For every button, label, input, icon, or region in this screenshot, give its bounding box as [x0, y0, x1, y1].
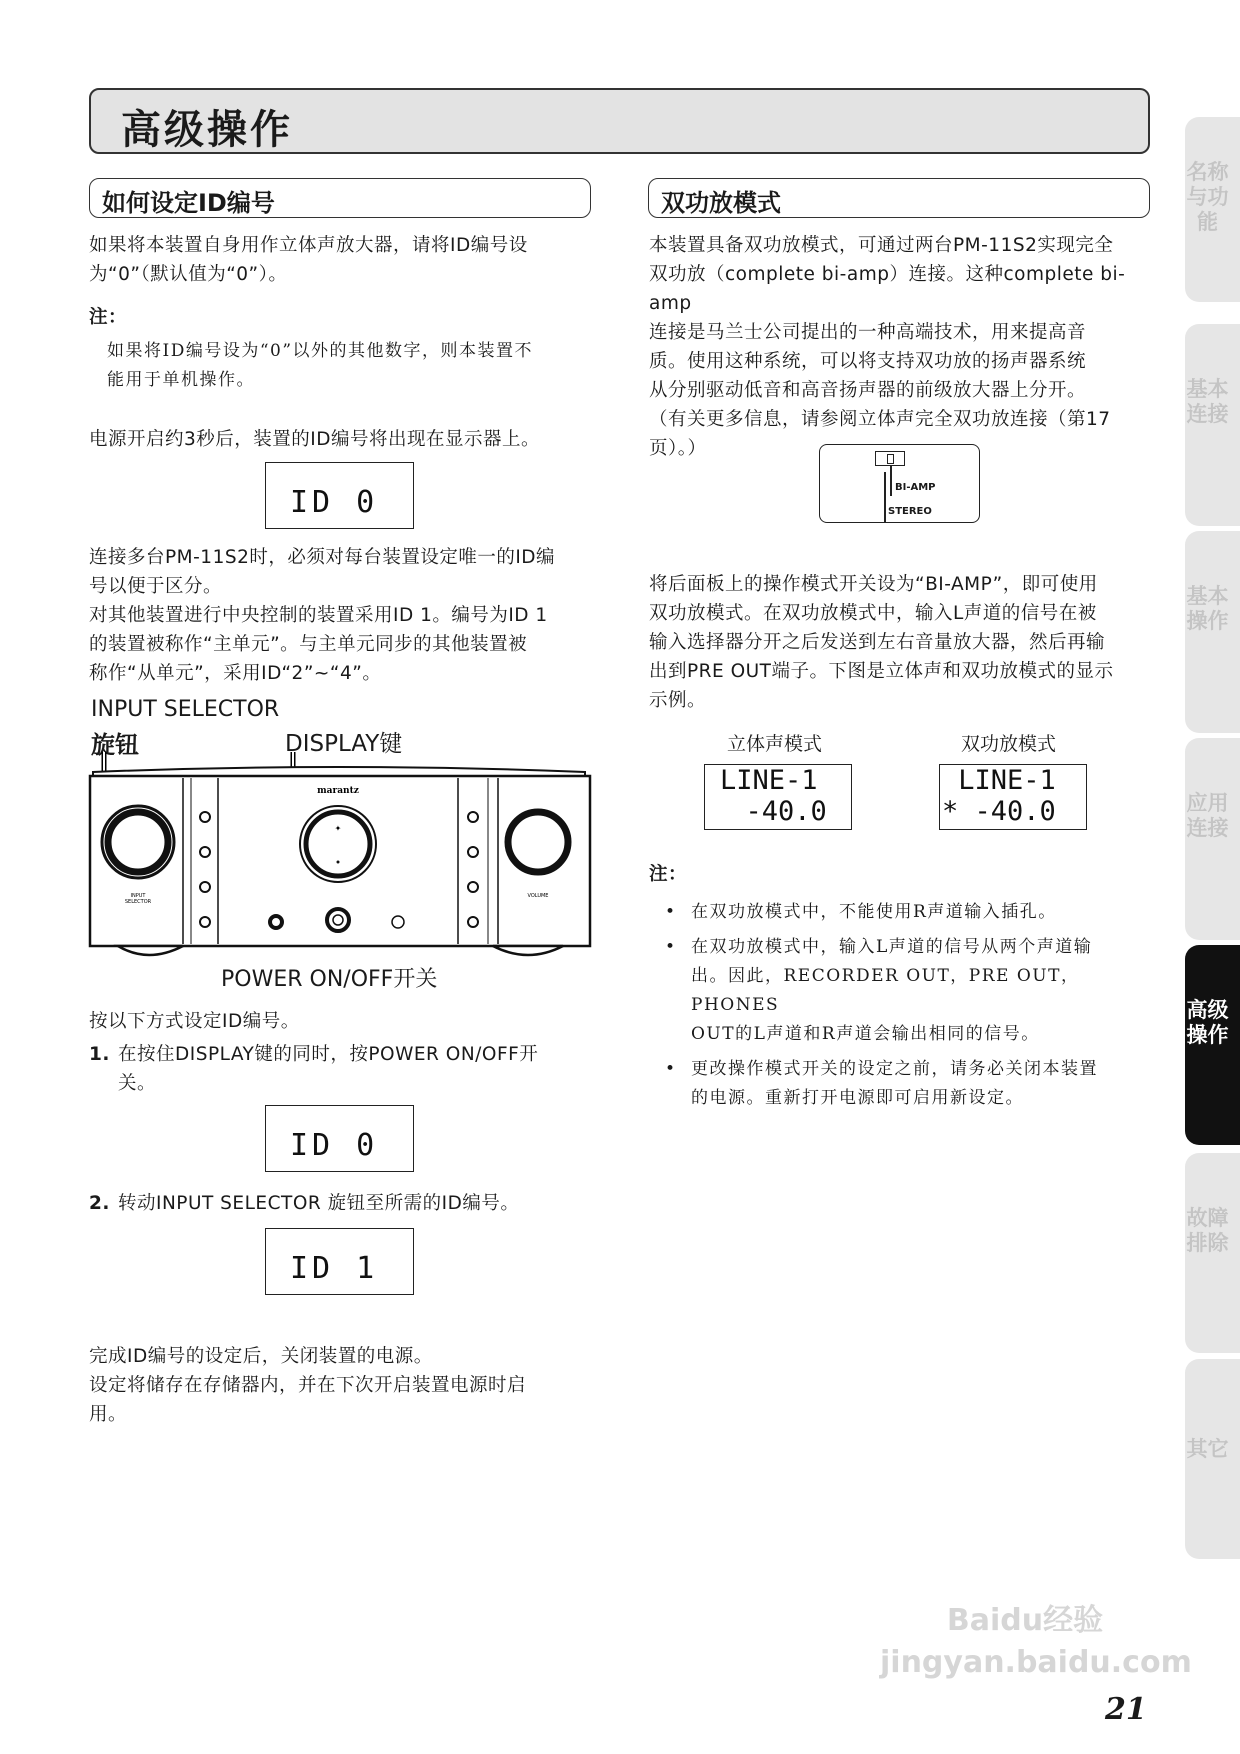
biamp-intro	[649, 231, 1154, 463]
note-3-line-1: 更改操作模式开关的设定之前，请务必关闭本装置	[691, 1059, 1098, 1079]
id-display-3-text: ID 1	[290, 1251, 379, 1286]
final-line-1: 完成ID编号的设定后，关闭装置的电源。	[89, 1346, 433, 1367]
phones-jack	[270, 916, 282, 928]
tab-troubleshooting[interactable]	[1185, 1153, 1240, 1353]
step1-line-1: 在按住DISPLAY键的同时，按POWER ON/OFF开	[118, 1044, 539, 1065]
note-left	[107, 337, 602, 395]
multi-line-2: 号以便于区分。	[89, 576, 223, 597]
mode-line-2: 双功放模式。在双功放模式中，输入L声道的信号在被	[649, 603, 1097, 624]
brand-logo: marantz	[317, 786, 359, 796]
svg-text:✦: ✦	[334, 824, 342, 833]
display-button	[200, 812, 210, 822]
note-3-line-2: 的电源。重新打开电源即可启用新设定。	[691, 1088, 1024, 1108]
amplifier-illustration	[88, 752, 593, 967]
tab-basic-operation[interactable]	[1185, 531, 1240, 733]
volume-knob	[508, 812, 568, 872]
note-item-3	[665, 1055, 1155, 1113]
page-title: 高级操作	[121, 107, 293, 153]
callout-power-switch: POWER ON/OFF开关	[221, 967, 438, 992]
biamp-intro-line-2: 双功放（complete bi-amp）连接。这种complete bi-amp	[649, 264, 1126, 314]
id-intro-line-1: 如果将本装置自身用作立体声放大器，请将ID编号设	[89, 235, 528, 256]
tab-troubleshooting-label: 故障排除	[1186, 1206, 1229, 1255]
bullet-icon: •	[665, 902, 677, 922]
biamp-intro-line-1: 本装置具备双功放模式，可通过两台PM-11S2实现完全	[649, 235, 1114, 256]
biamp-display-line-1: LINE-1	[942, 765, 1056, 796]
section-heading-biamp	[648, 178, 1150, 218]
callout-input-selector: INPUT SELECTOR	[91, 697, 280, 722]
biamp-display-line-2: * -40.0	[942, 796, 1056, 827]
switch-biamp-label: BI-AMP	[895, 482, 936, 493]
tab-advanced-operation[interactable]	[1185, 945, 1240, 1145]
tab-names-functions[interactable]	[1185, 117, 1240, 302]
page-title-box	[89, 88, 1150, 154]
multi-line-4: 的装置被称作“主单元”。与主单元同步的其他装置被	[89, 634, 528, 655]
stereo-display-line-2: -40.0	[713, 796, 827, 827]
final-text	[89, 1342, 599, 1429]
svg-text:VOLUME: VOLUME	[527, 893, 549, 899]
mode-switch-illustration	[819, 444, 980, 523]
tab-advanced-operation-label: 高级操作	[1186, 998, 1229, 1047]
biamp-display	[939, 764, 1087, 830]
final-line-3: 用。	[89, 1404, 128, 1425]
note-2-line-3: OUT的L声道和R声道会输出相同的信号。	[691, 1024, 1040, 1044]
tab-basic-connection-label: 基本连接	[1186, 377, 1229, 426]
biamp-intro-line-7: 页）。）	[649, 438, 707, 459]
step2-number: 2.	[89, 1193, 110, 1214]
mode-line-3: 输入选择器分开之后发送到左右音量放大器，然后再输	[649, 632, 1106, 653]
watermark: Baidu经验 jingyan.baidu.com	[880, 1603, 1192, 1680]
note-left-line-2: 能用于单机操作。	[107, 370, 255, 390]
callout-knob: 旋钮	[91, 731, 139, 759]
section-heading-id-text: 如何设定ID编号	[102, 189, 275, 217]
tab-basic-operation-label: 基本操作	[1186, 584, 1229, 633]
id-display-1-text: ID 0	[290, 485, 379, 520]
mode-switch-icon	[875, 451, 905, 466]
note-1-line-1: 在双功放模式中，不能使用R声道输入插孔。	[691, 902, 1057, 922]
tab-basic-connection[interactable]	[1185, 324, 1240, 526]
tab-applied-connection[interactable]	[1185, 738, 1240, 940]
multi-line-3: 对其他装置进行中央控制的装置采用ID 1。编号为ID 1	[89, 605, 548, 626]
stereo-display	[704, 764, 852, 830]
stereo-display-line-1: LINE-1	[720, 765, 818, 796]
mode-line-5: 示例。	[649, 690, 707, 711]
note-item-2	[665, 933, 1155, 1049]
multi-unit-text	[89, 543, 599, 688]
step1-number: 1.	[89, 1044, 110, 1065]
id-display-2-text: ID 0	[290, 1128, 379, 1163]
tab-applied-connection-label: 应用连接	[1186, 791, 1229, 840]
biamp-intro-line-5: 从分别驱动低音和高音扬声器的前级放大器上分开。	[649, 380, 1087, 401]
biamp-intro-line-4: 质。使用这种系统，可以将支持双功放的扬声器系统	[649, 351, 1087, 372]
callout-display-key: DISPLAY键	[285, 731, 403, 757]
mode-line-4: 出到PRE OUT端子。下图是立体声和双功放模式的显示	[649, 661, 1114, 682]
section-heading-id	[89, 178, 591, 218]
mode-text	[649, 570, 1154, 715]
final-line-2: 设定将储存在存储器内，并在下次开启装置电源时启	[89, 1375, 527, 1396]
section-heading-biamp-text: 双功放模式	[661, 189, 781, 217]
steps-intro: 按以下方式设定ID编号。	[89, 1011, 300, 1032]
tab-names-functions-label: 名称与功能	[1186, 160, 1229, 234]
step1-line-2: 关。	[118, 1073, 157, 1094]
note-left-line-1: 如果将ID编号设为“0”以外的其他数字，则本装置不	[107, 341, 534, 361]
id-display-2	[265, 1105, 414, 1172]
multi-line-1: 连接多台PM-11S2时，必须对每台装置设定唯一的ID编	[89, 547, 556, 568]
bullet-icon: •	[665, 937, 677, 957]
note-label-left: 注：	[89, 307, 128, 328]
biamp-intro-line-6: （有关更多信息，请参阅立体声完全双功放连接（第17	[649, 409, 1111, 430]
biamp-intro-line-3: 连接是马兰士公司提出的一种高端技术，用来提高音	[649, 322, 1087, 343]
step1-text	[118, 1040, 598, 1098]
switch-stereo-label: STEREO	[888, 506, 932, 517]
bullet-icon: •	[665, 1059, 677, 1079]
mode-line-1: 将后面板上的操作模式开关设为“BI-AMP”，即可使用	[649, 574, 1098, 595]
note-list-right	[665, 898, 1155, 1113]
note-item-1	[665, 898, 1155, 927]
tab-others-label: 其它	[1186, 1437, 1229, 1461]
id-display-1	[265, 462, 414, 529]
biamp-mode-label: 双功放模式	[961, 733, 1057, 755]
id-display-3	[265, 1228, 414, 1295]
step2-text: 转动INPUT SELECTOR 旋钮至所需的ID编号。	[118, 1193, 520, 1214]
note-label-right: 注：	[649, 864, 688, 885]
multi-line-5: 称作“从单元”，采用ID“2”~“4”。	[89, 663, 382, 684]
svg-text:INPUT: INPUT	[130, 893, 146, 899]
note-2-line-2: 出。因此，RECORDER OUT，PRE OUT，PHONES	[691, 966, 1080, 1015]
page-number: 21	[1105, 1692, 1147, 1727]
id-intro-line-2: 为“0”（默认值为“0”）。	[89, 264, 288, 285]
tab-others[interactable]	[1185, 1359, 1240, 1559]
note-2-line-1: 在双功放模式中，输入L声道的信号从两个声道输	[691, 937, 1093, 957]
power-on-text: 电源开启约3秒后，装置的ID编号将出现在显示器上。	[89, 429, 540, 450]
stereo-mode-label: 立体声模式	[727, 733, 823, 755]
id-intro	[89, 231, 599, 289]
svg-text:SELECTOR: SELECTOR	[124, 899, 152, 905]
